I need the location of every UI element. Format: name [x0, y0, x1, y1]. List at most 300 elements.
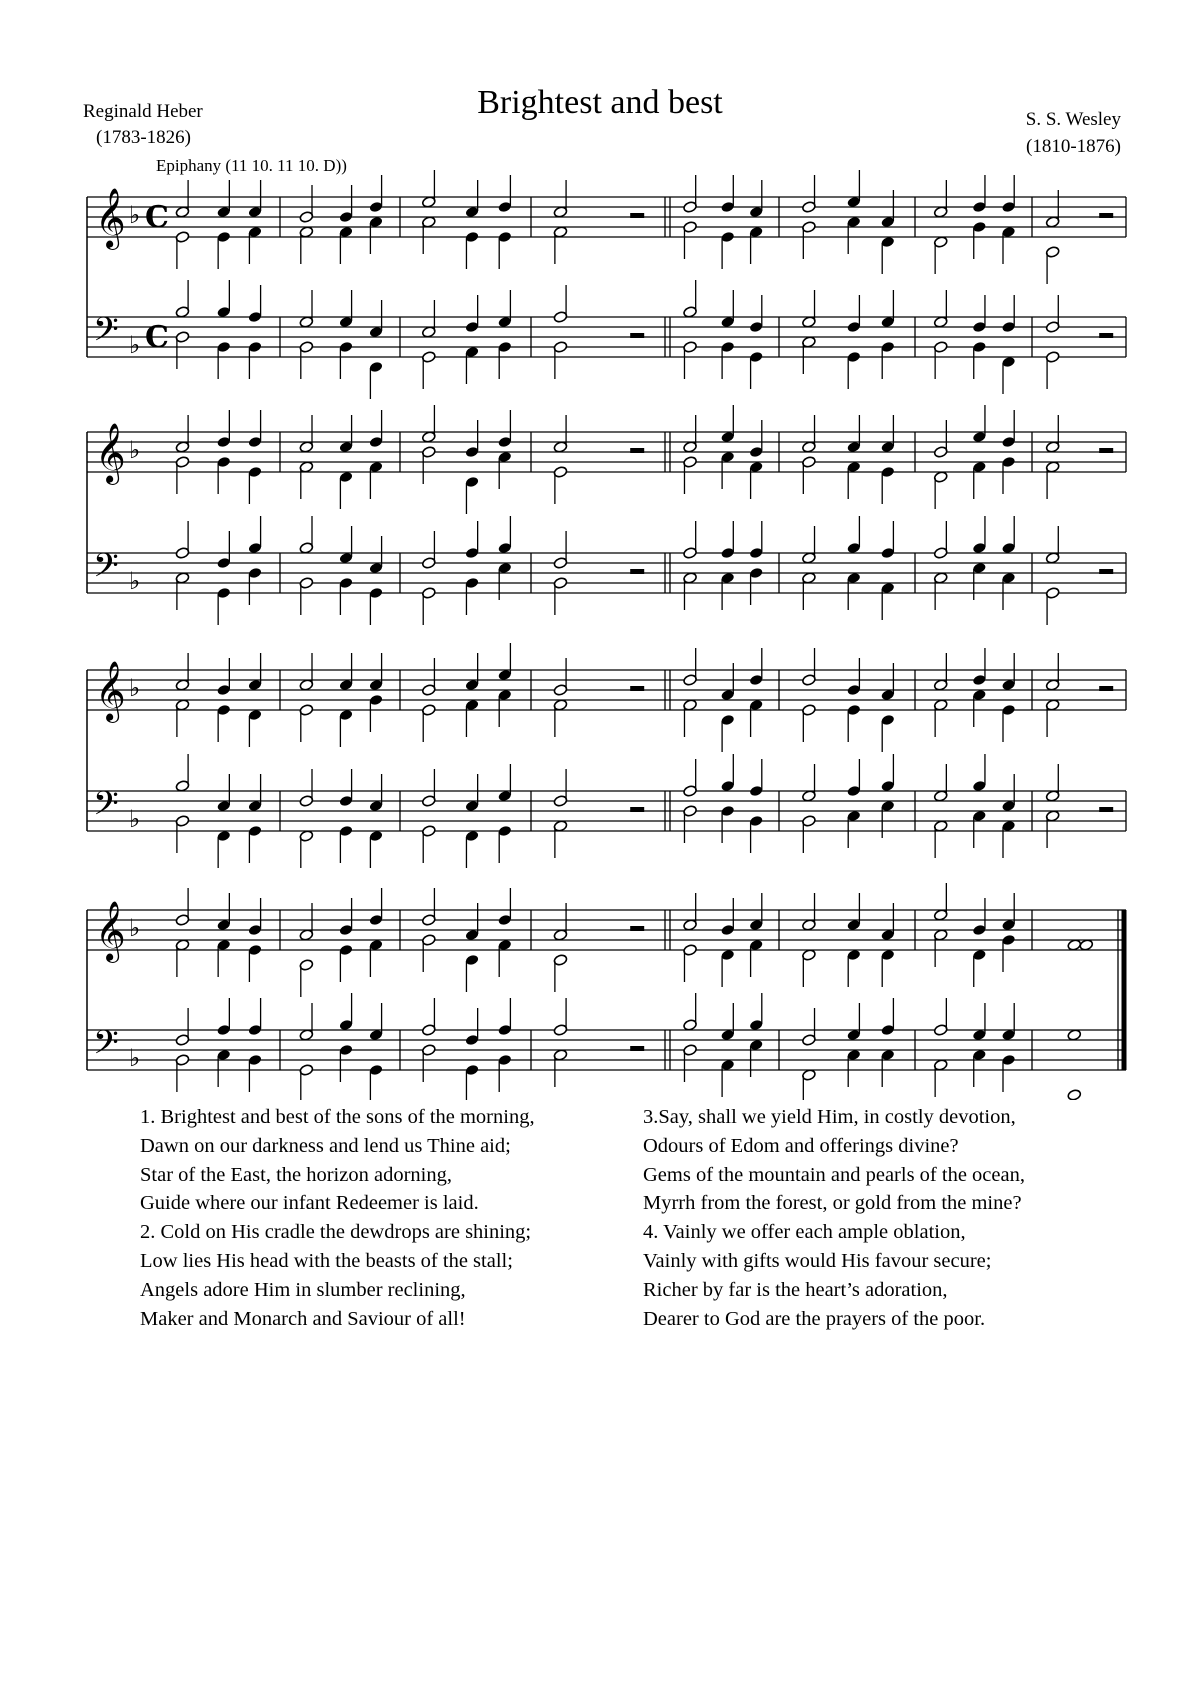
bass-note: [369, 830, 384, 868]
bass-note: [421, 1044, 436, 1082]
soprano-note: [683, 175, 698, 213]
soprano-note: [880, 415, 895, 453]
half-rest-icon: [630, 807, 644, 812]
tenor-note: [1045, 526, 1060, 564]
tenor-note: [216, 774, 231, 812]
tenor-note: [553, 531, 568, 569]
bass-note: [683, 572, 698, 610]
time-signature-icon: C: [145, 320, 169, 355]
tenor-note: [248, 285, 263, 323]
alto-note: [846, 461, 861, 499]
tenor-note: [933, 998, 948, 1036]
bass-note: [553, 341, 568, 379]
soprano-note: [465, 903, 480, 941]
alto-note: [749, 226, 764, 264]
alto-note: [339, 226, 354, 264]
verse-line: Dearer to God are the prayers of the poor.: [643, 1307, 986, 1330]
tenor-note: [465, 774, 480, 812]
bass-note: [299, 341, 314, 379]
soprano-note: [339, 185, 354, 223]
bass-note: [553, 1049, 568, 1087]
alto-note: [683, 944, 698, 982]
soprano-note: [465, 180, 480, 218]
tenor-note: [683, 521, 698, 559]
verses-column-left: [140, 1103, 535, 1333]
alto-note: [683, 699, 698, 737]
flat-icon: ♭: [129, 201, 141, 229]
alto-note: [248, 709, 263, 747]
soprano-note: [933, 883, 948, 921]
alto-note: [175, 699, 190, 737]
soprano-note: [972, 898, 987, 936]
soprano-note: [248, 898, 263, 936]
bass-clef-icon: 𝄢: [93, 785, 119, 831]
alto-note: [720, 231, 735, 269]
bass-note: [720, 341, 735, 379]
alto-note: [749, 699, 764, 737]
soprano-note: [972, 175, 987, 213]
alto-note: [369, 939, 384, 977]
alto-note: [497, 689, 512, 727]
tenor-note: [972, 754, 987, 792]
alto-note: [880, 236, 895, 274]
alto-note: [1001, 934, 1016, 972]
tenor-note: [880, 290, 895, 328]
soprano-note: [933, 653, 948, 691]
tenor-note: [880, 998, 895, 1036]
soprano-note: [421, 170, 436, 208]
bass-note: [880, 582, 895, 620]
alto-note: [802, 704, 817, 742]
tenor-note: [421, 998, 436, 1036]
alto-note: [299, 226, 314, 264]
bass-note: [421, 351, 436, 389]
lyricist-dates: (1783-1826): [96, 127, 191, 148]
bass-note: [1001, 572, 1016, 610]
soprano-note: [683, 415, 698, 453]
alto-note: [1045, 461, 1060, 499]
tenor-note: [846, 516, 861, 554]
alto-note: [683, 456, 698, 494]
tenor-note: [175, 280, 190, 318]
flat-icon: ♭: [129, 436, 141, 464]
alto-note: [369, 216, 384, 254]
soprano-note: [802, 175, 817, 213]
bass-note: [683, 341, 698, 379]
bass-note: [972, 810, 987, 848]
tenor-note: [553, 998, 568, 1036]
whole-note: [1067, 1089, 1082, 1100]
tenor-note: [720, 1003, 735, 1041]
bass-note: [933, 572, 948, 610]
soprano-note: [1045, 190, 1060, 228]
soprano-note: [248, 410, 263, 448]
bass-note: [972, 1049, 987, 1087]
bass-note: [720, 805, 735, 843]
soprano-note: [369, 175, 384, 213]
alto-note: [749, 461, 764, 499]
half-rest-icon: [1099, 569, 1113, 574]
flat-icon: ♭: [129, 914, 141, 942]
alto-note: [749, 939, 764, 977]
bass-note: [880, 341, 895, 379]
bass-note: [933, 341, 948, 379]
soprano-note: [846, 415, 861, 453]
soprano-note: [497, 888, 512, 926]
bass-note: [749, 1039, 764, 1077]
tenor-note: [216, 531, 231, 569]
verse-line: Richer by far is the heart’s adoration,: [643, 1278, 948, 1301]
bass-note: [248, 567, 263, 605]
tenor-note: [299, 1003, 314, 1041]
verse-line: Star of the East, the horizon adorning,: [140, 1163, 452, 1186]
bass-note: [497, 341, 512, 379]
soprano-note: [1045, 653, 1060, 691]
treble-clef-icon: 𝄞: [95, 901, 126, 961]
alto-note: [175, 456, 190, 494]
alto-note: [972, 221, 987, 259]
tenor-note: [553, 769, 568, 807]
tenor-note: [802, 526, 817, 564]
soprano-note: [497, 410, 512, 448]
soprano-note: [720, 405, 735, 443]
tenor-note: [749, 295, 764, 333]
soprano-note: [880, 190, 895, 228]
soprano-note: [339, 653, 354, 691]
bass-note: [1001, 820, 1016, 858]
soprano-note: [972, 405, 987, 443]
tenor-note: [248, 774, 263, 812]
bass-note: [1045, 351, 1060, 389]
soprano-note: [683, 893, 698, 931]
bass-note: [248, 825, 263, 863]
tenor-note: [749, 993, 764, 1031]
bass-note: [248, 341, 263, 379]
tenor-note: [421, 531, 436, 569]
whole-note: [1067, 1029, 1082, 1042]
soprano-note: [1001, 175, 1016, 213]
alto-note: [933, 471, 948, 509]
bass-note: [216, 830, 231, 868]
tenor-note: [683, 759, 698, 797]
soprano-note: [175, 653, 190, 691]
bass-note: [846, 351, 861, 389]
alto-note: [846, 216, 861, 254]
soprano-note: [802, 648, 817, 686]
alto-note: [1001, 456, 1016, 494]
bass-note: [216, 341, 231, 379]
soprano-note: [175, 180, 190, 218]
soprano-note: [720, 898, 735, 936]
bass-note: [933, 1059, 948, 1097]
tenor-note: [846, 759, 861, 797]
flat-icon: ♭: [129, 567, 141, 595]
tenor-note: [1001, 516, 1016, 554]
tenor-note: [421, 769, 436, 807]
alto-note: [880, 466, 895, 504]
alto-note: [683, 221, 698, 259]
bass-note: [553, 577, 568, 615]
tune-name: Epiphany (11 10. 11 10. D)): [156, 156, 347, 175]
alto-note: [216, 939, 231, 977]
soprano-note: [421, 658, 436, 696]
alto-note: [553, 954, 568, 992]
tenor-note: [248, 998, 263, 1036]
soprano-note: [248, 653, 263, 691]
soprano-note: [216, 658, 231, 696]
tenor-note: [421, 300, 436, 338]
bass-note: [369, 1064, 384, 1100]
tenor-note: [369, 774, 384, 812]
bass-note: [1001, 356, 1016, 394]
soprano-note: [216, 410, 231, 448]
tenor-note: [880, 521, 895, 559]
verse-line: Gems of the mountain and pearls of the ocean,: [643, 1163, 1025, 1186]
soprano-note: [553, 415, 568, 453]
half-rest-icon: [1099, 333, 1113, 338]
soprano-note: [553, 903, 568, 941]
soprano-note: [216, 893, 231, 931]
bass-note: [683, 805, 698, 843]
soprano-note: [299, 903, 314, 941]
alto-note: [933, 236, 948, 274]
soprano-note: [846, 893, 861, 931]
soprano-note: [972, 648, 987, 686]
alto-note: [339, 944, 354, 982]
soprano-note: [933, 420, 948, 458]
half-rest-icon: [630, 333, 644, 338]
soprano-note: [749, 648, 764, 686]
tenor-note: [216, 998, 231, 1036]
bass-note: [465, 830, 480, 868]
alto-note: [421, 704, 436, 742]
tenor-note: [339, 290, 354, 328]
alto-note: [369, 694, 384, 732]
verse-line: 4. Vainly we offer each ample oblation,: [643, 1221, 966, 1244]
half-rest-icon: [1099, 807, 1113, 812]
alto-note: [175, 231, 190, 269]
tenor-note: [846, 1003, 861, 1041]
tenor-note: [972, 516, 987, 554]
treble-clef-icon: 𝄞: [95, 188, 126, 248]
tenor-note: [175, 1008, 190, 1046]
alto-note: [339, 471, 354, 509]
bass-note: [972, 341, 987, 379]
tenor-note: [720, 754, 735, 792]
soprano-note: [553, 180, 568, 218]
treble-clef-icon: 𝄞: [95, 661, 126, 721]
soprano-note: [299, 653, 314, 691]
flat-icon: ♭: [129, 805, 141, 833]
tenor-note: [339, 526, 354, 564]
half-rest-icon: [630, 926, 644, 931]
bass-note: [880, 800, 895, 838]
tenor-note: [497, 290, 512, 328]
bass-note: [421, 825, 436, 863]
soprano-note: [421, 888, 436, 926]
alto-note: [1001, 704, 1016, 742]
bass-note: [802, 815, 817, 853]
tenor-note: [1045, 764, 1060, 802]
bass-note: [802, 336, 817, 374]
half-rest-icon: [630, 213, 644, 218]
bass-note: [369, 587, 384, 625]
half-rest-icon: [1099, 213, 1113, 218]
soprano-note: [369, 410, 384, 448]
alto-note: [465, 954, 480, 992]
verse-line: 1. Brightest and best of the sons of the morning,: [140, 1106, 535, 1128]
alto-note: [216, 231, 231, 269]
soprano-note: [465, 420, 480, 458]
soprano-note: [339, 415, 354, 453]
soprano-note: [369, 653, 384, 691]
tenor-note: [216, 280, 231, 318]
tenor-note: [497, 998, 512, 1036]
soprano-note: [1001, 893, 1016, 931]
bass-note: [749, 567, 764, 605]
bass-note: [497, 562, 512, 600]
bass-note: [497, 825, 512, 863]
alto-note: [553, 699, 568, 737]
soprano-note: [497, 643, 512, 681]
bass-note: [749, 815, 764, 853]
tenor-note: [1001, 774, 1016, 812]
alto-note: [465, 699, 480, 737]
alto-note: [972, 949, 987, 987]
soprano-note: [421, 405, 436, 443]
bass-note: [1045, 810, 1060, 848]
bass-note: [553, 820, 568, 858]
alto-note: [720, 451, 735, 489]
alto-note: [421, 446, 436, 484]
soprano-note: [749, 420, 764, 458]
flat-icon: ♭: [129, 674, 141, 702]
alto-note: [299, 704, 314, 742]
bass-note: [683, 1044, 698, 1082]
alto-note: [497, 231, 512, 269]
tenor-note: [497, 516, 512, 554]
half-rest-icon: [630, 1046, 644, 1051]
soprano-note: [880, 903, 895, 941]
half-rest-icon: [630, 448, 644, 453]
bass-note: [299, 577, 314, 615]
alto-note: [299, 461, 314, 499]
alto-note: [216, 704, 231, 742]
alto-note: [248, 466, 263, 504]
tenor-note: [749, 521, 764, 559]
tenor-note: [1001, 1003, 1016, 1041]
alto-note: [720, 714, 735, 752]
bass-note: [933, 820, 948, 858]
bass-note: [299, 830, 314, 868]
soprano-note: [175, 415, 190, 453]
soprano-note: [299, 185, 314, 223]
bass-note: [749, 351, 764, 389]
tenor-note: [933, 521, 948, 559]
soprano-note: [248, 180, 263, 218]
verse-line: 3.Say, shall we yield Him, in costly devotion,: [643, 1106, 1016, 1128]
soprano-note: [369, 888, 384, 926]
soprano-note: [553, 658, 568, 696]
verse-line: Odours of Edom and offerings divine?: [643, 1134, 959, 1157]
bass-note: [465, 1064, 480, 1100]
tenor-note: [933, 290, 948, 328]
tenor-note: [802, 1008, 817, 1046]
soprano-note: [749, 180, 764, 218]
flat-icon: ♭: [129, 1044, 141, 1072]
tenor-note: [972, 295, 987, 333]
tenor-note: [683, 993, 698, 1031]
verse-line: Low lies His head with the beasts of the stall;: [140, 1249, 513, 1272]
soprano-note: [1045, 415, 1060, 453]
alto-note: [933, 929, 948, 967]
bass-clef-icon: 𝄢: [93, 547, 119, 593]
lyricist-name: Reginald Heber: [83, 101, 203, 122]
alto-note: [497, 451, 512, 489]
soprano-note: [846, 170, 861, 208]
tenor-note: [720, 290, 735, 328]
alto-note: [216, 456, 231, 494]
alto-note: [880, 949, 895, 987]
verse-line: Vainly with gifts would His favour secure;: [643, 1249, 992, 1272]
soprano-note: [802, 415, 817, 453]
alto-note: [553, 226, 568, 264]
tenor-note: [299, 769, 314, 807]
verse-line: Angels adore Him in slumber reclining,: [140, 1278, 466, 1301]
verse-line: Guide where our infant Redeemer is laid.: [140, 1192, 479, 1215]
half-rest-icon: [630, 686, 644, 691]
soprano-note: [1001, 410, 1016, 448]
tenor-note: [299, 516, 314, 554]
soprano-note: [497, 175, 512, 213]
soprano-note: [720, 663, 735, 701]
bass-note: [175, 331, 190, 369]
tenor-note: [369, 1003, 384, 1041]
bass-note: [421, 587, 436, 625]
alto-note: [1001, 226, 1016, 264]
bass-note: [846, 1049, 861, 1087]
bass-note: [175, 572, 190, 610]
alto-note: [972, 689, 987, 727]
tenor-note: [175, 754, 190, 792]
alto-note: [421, 934, 436, 972]
composer-name: S. S. Wesley: [1025, 109, 1121, 130]
soprano-note: [880, 663, 895, 701]
tenor-note: [802, 290, 817, 328]
alto-note: [880, 714, 895, 752]
soprano-note: [1001, 653, 1016, 691]
alto-note: [802, 949, 817, 987]
soprano-note: [683, 648, 698, 686]
hymn-title: Brightest and best: [477, 84, 723, 121]
soprano-note: [933, 180, 948, 218]
alto-note: [933, 699, 948, 737]
tenor-note: [175, 521, 190, 559]
soprano-note: [216, 180, 231, 218]
tenor-note: [880, 754, 895, 792]
soprano-note: [749, 893, 764, 931]
alto-note: [846, 704, 861, 742]
bass-note: [339, 825, 354, 863]
soprano-note: [339, 898, 354, 936]
alto-note: [465, 231, 480, 269]
bass-note: [175, 815, 190, 853]
tenor-note: [683, 280, 698, 318]
whole-note: [1079, 939, 1094, 952]
tenor-note: [339, 993, 354, 1031]
verse-line: Maker and Monarch and Saviour of all!: [140, 1307, 466, 1330]
tenor-note: [248, 516, 263, 554]
